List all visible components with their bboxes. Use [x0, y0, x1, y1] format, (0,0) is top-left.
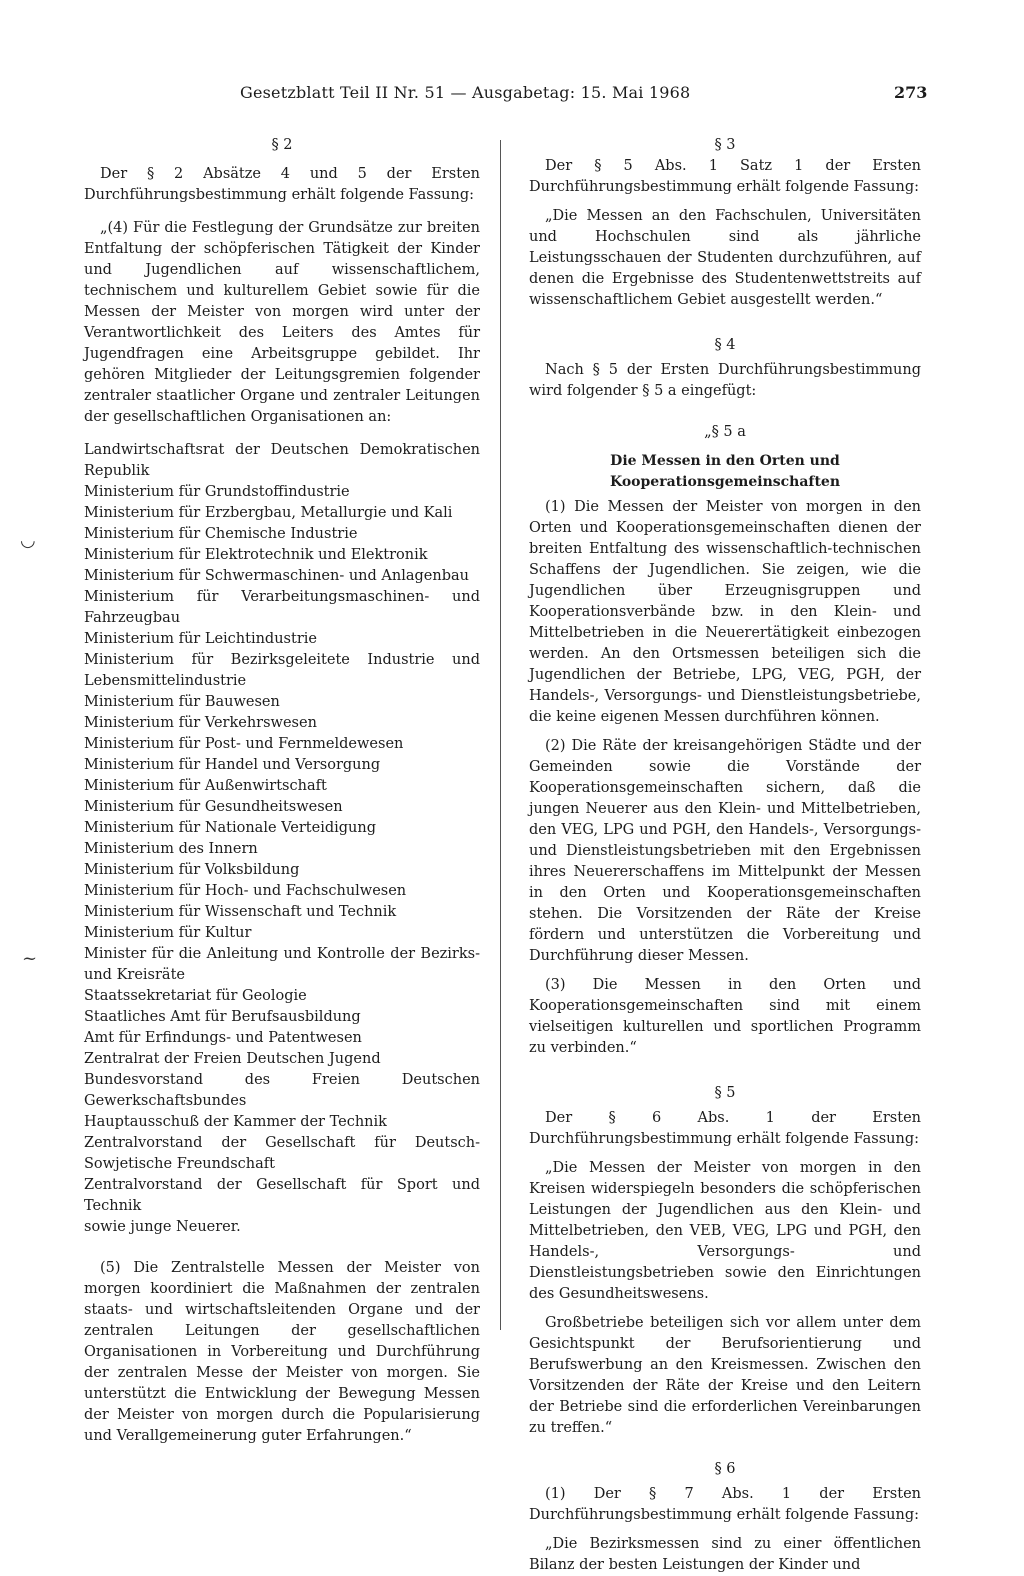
page-header: Gesetzblatt Teil II Nr. 51 — Ausgabetag: 15. Mai 1968	[240, 83, 691, 102]
organization-list-item: Ministerium für Außenwirtschaft	[84, 778, 327, 794]
section-intro: Der § 6 Abs. 1 der Ersten Durchführungsbestimmung erhält folgende Fassung:	[529, 1110, 921, 1147]
organization-list-item: Ministerium für Grundstoffindustrie	[84, 484, 350, 500]
organization-list-item: Ministerium für Chemische Industrie	[84, 526, 358, 542]
section-intro: Der § 2 Absätze 4 und 5 der Ersten Durchführungsbestimmung erhält folgende Fassung:	[84, 166, 480, 203]
organization-list-item: Ministerium für Erzbergbau, Metallurgie und Kali	[84, 505, 453, 521]
section-quote: „Die Bezirksmessen sind zu einer öffentlichen Bilanz der besten Leistungen der Kinder und	[529, 1536, 921, 1573]
organization-list-item: Zentralvorstand der Gesellschaft für Deutsch-Sowjetische Freundschaft	[84, 1135, 480, 1172]
organization-list-item: Staatssekretariat für Geologie	[84, 988, 307, 1004]
organization-list-item: Ministerium für Hoch- und Fachschulwesen	[84, 883, 407, 899]
organization-list-item: Ministerium für Bauwesen	[84, 694, 280, 710]
paragraph: (1) Die Messen der Meister von morgen in den Orten und Kooperationsgemeinschaften dienen der breiten Entfaltung des wissenschaftlich-technischen Schaffens der Jugendlichen. Sie zeigen, wie die Jugendlichen über Erzeugnisgruppen und Kooperationsverbände bzw. in den Klein- und Mittelbetrieben in die Neuerertätigkeit einbezogen werden. An den Ortsmessen beteiligen sich die Jugendlichen der Betriebe, LPG, VEG, PGH, der Handels-, Versorgungs- und Dienstleistungsbetriebe, die keine eigenen Messen durchführen können.	[529, 499, 921, 725]
paragraph: (2) Die Räte der kreisangehörigen Städte und der Gemeinden sowie die Vorstände der Kooperationsgemeinschaften sichern, daß die jungen Neuerer aus den Klein- und Mittelbetrieben, den VEG, LPG und PGH, den Handels-, Versorgungs- und Dienstleistungsbetrieben mit den Ergebnissen ihres Neuererschaffens im Mittelpunkt der Messen in den Orten und Kooperationsgemeinschaften stehen. Die Vorsitzenden der Räte der Kreise fördern und unterstützen die Vorbereitung und Durchführung dieser Messen.	[529, 738, 921, 964]
organization-list	[84, 440, 480, 1238]
organization-list-item: Minister für die Anleitung und Kontrolle der Bezirks- und Kreisräte	[84, 946, 480, 983]
organization-list-item: Ministerium für Volksbildung	[84, 862, 300, 878]
organization-list-item: Hauptausschuß der Kammer der Technik	[84, 1114, 387, 1130]
organization-list-item: Ministerium für Handel und Versorgung	[84, 757, 381, 773]
organization-list-item: Ministerium für Gesundheitswesen	[84, 799, 343, 815]
section-intro: Der § 5 Abs. 1 Satz 1 der Ersten Durchführungsbestimmung erhält folgende Fassung:	[529, 158, 921, 195]
section-heading: § 2	[271, 137, 293, 153]
organization-list-item: Ministerium für Verarbeitungsmaschinen- und Fahrzeugbau	[84, 589, 480, 626]
organization-list-item: sowie junge Neuerer.	[84, 1219, 241, 1235]
organization-list-item: Bundesvorstand des Freien Deutschen Gewerkschaftsbundes	[84, 1072, 480, 1109]
section-heading: § 3	[714, 137, 736, 153]
organization-list-item: Staatliches Amt für Berufsausbildung	[84, 1009, 361, 1025]
section-quote: „Die Messen der Meister von morgen in den Kreisen widerspiegeln besonders die schöpferischen Leistungen der Jugendlichen aus den Klein- und Mittelbetrieben, den VEB, VEG, LPG und PGH, den Handels-, Versorgungs- und Dienstleistungsbetrieben sowie den Einrichtungen des Gesundheitswesens.	[529, 1160, 921, 1302]
left-column	[84, 135, 480, 1447]
organization-list-item: Ministerium für Wissenschaft und Technik	[84, 904, 397, 920]
paragraph: (3) Die Messen in den Orten und Kooperationsgemeinschaften sind mit einem vielseitigen kulturellen und sportlichen Programm zu verbinden.“	[529, 977, 921, 1056]
organization-list-item: Ministerium für Kultur	[84, 925, 252, 941]
organization-list-item: Ministerium für Verkehrswesen	[84, 715, 317, 731]
organization-list-item: Zentralrat der Freien Deutschen Jugend	[84, 1051, 381, 1067]
organization-list-item: Ministerium für Post- und Fernmeldewesen	[84, 736, 404, 752]
organization-list-item: Ministerium für Elektrotechnik und Elektronik	[84, 547, 428, 563]
organization-list-item: Ministerium für Schwermaschinen- und Anlagenbau	[84, 568, 469, 584]
subsection-title: Die Messen in den Orten und	[610, 453, 840, 469]
section-heading: § 5	[714, 1085, 736, 1101]
section-quote: „Die Messen an den Fachschulen, Universitäten und Hochschulen sind als jährliche Leistungsschauen der Studenten durchzuführen, auf denen die Ergebnisse des Studentenwettstreits auf wissenschaftlichem Gebiet ausgestellt werden.“	[529, 208, 921, 308]
section-intro: Nach § 5 der Ersten Durchführungsbestimmung wird folgender § 5 a eingefügt:	[529, 362, 921, 399]
organization-list-item: Ministerium für Nationale Verteidigung	[84, 820, 377, 836]
paragraph-5: (5) Die Zentralstelle Messen der Meister von morgen koordiniert die Maßnahmen der zentralen staats- und wirtschaftsleitenden Organe und der zentralen Leitungen der gesellschaftlichen Organisationen in Vorbereitung und Durchführung der zentralen Messe der Meister von morgen. Sie unterstützt die Entwicklung der Bewegung Messen der Meister von morgen durch die Popularisierung und Verallgemeinerung guter Erfahrungen.“	[84, 1260, 480, 1444]
organization-list-item: Landwirtschaftsrat der Deutschen Demokratischen Republik	[84, 442, 480, 479]
organization-list-item: Ministerium für Bezirksgeleitete Industrie und Lebensmittelindustrie	[84, 652, 480, 689]
organization-list-item: Amt für Erfindungs- und Patentwesen	[84, 1030, 362, 1046]
section-heading: „§ 5 a	[704, 424, 746, 440]
paragraph-4: „(4) Für die Festlegung der Grundsätze zur breiten Entfaltung der schöpferischen Tätigkeit der Kinder und Jugendlichen auf wissenschaftlichem, technischem und kulturellem Gebiet sowie für die Messen der Meister von morgen wird unter der Verantwortlichkeit des Leiters des Amtes für Jugendfragen eine Arbeitsgruppe gebildet. Ihr gehören Mitglieder der Leitungsgremien folgender zentraler staatlicher Organe und zentraler Leitungen der gesellschaftlichen Organisationen an:	[84, 220, 480, 425]
column-divider	[500, 140, 501, 1330]
organization-list-item: Ministerium des Innern	[84, 841, 258, 857]
subsection-title: Kooperationsgemeinschaften	[609, 474, 840, 490]
organization-list-item: Ministerium für Leichtindustrie	[84, 631, 317, 647]
right-column	[529, 135, 921, 1576]
margin-mark: ~	[22, 948, 38, 969]
organization-list-item: Zentralvorstand der Gesellschaft für Sport und Technik	[84, 1177, 480, 1214]
page-number: 273	[894, 83, 928, 102]
section-intro: (1) Der § 7 Abs. 1 der Ersten Durchführungsbestimmung erhält folgende Fassung:	[529, 1486, 921, 1523]
section-heading: § 4	[714, 337, 736, 353]
section-quote: Großbetriebe beteiligen sich vor allem unter dem Gesichtspunkt der Berufsorientierung und Berufswerbung an den Kreismessen. Zwischen den Vorsitzenden der Räte der Kreise und den Leitern der Betriebe sind die erforderlichen Vereinbarungen zu treffen.“	[529, 1315, 921, 1436]
margin-mark: ◡	[20, 530, 36, 551]
section-heading: § 6	[714, 1461, 736, 1477]
